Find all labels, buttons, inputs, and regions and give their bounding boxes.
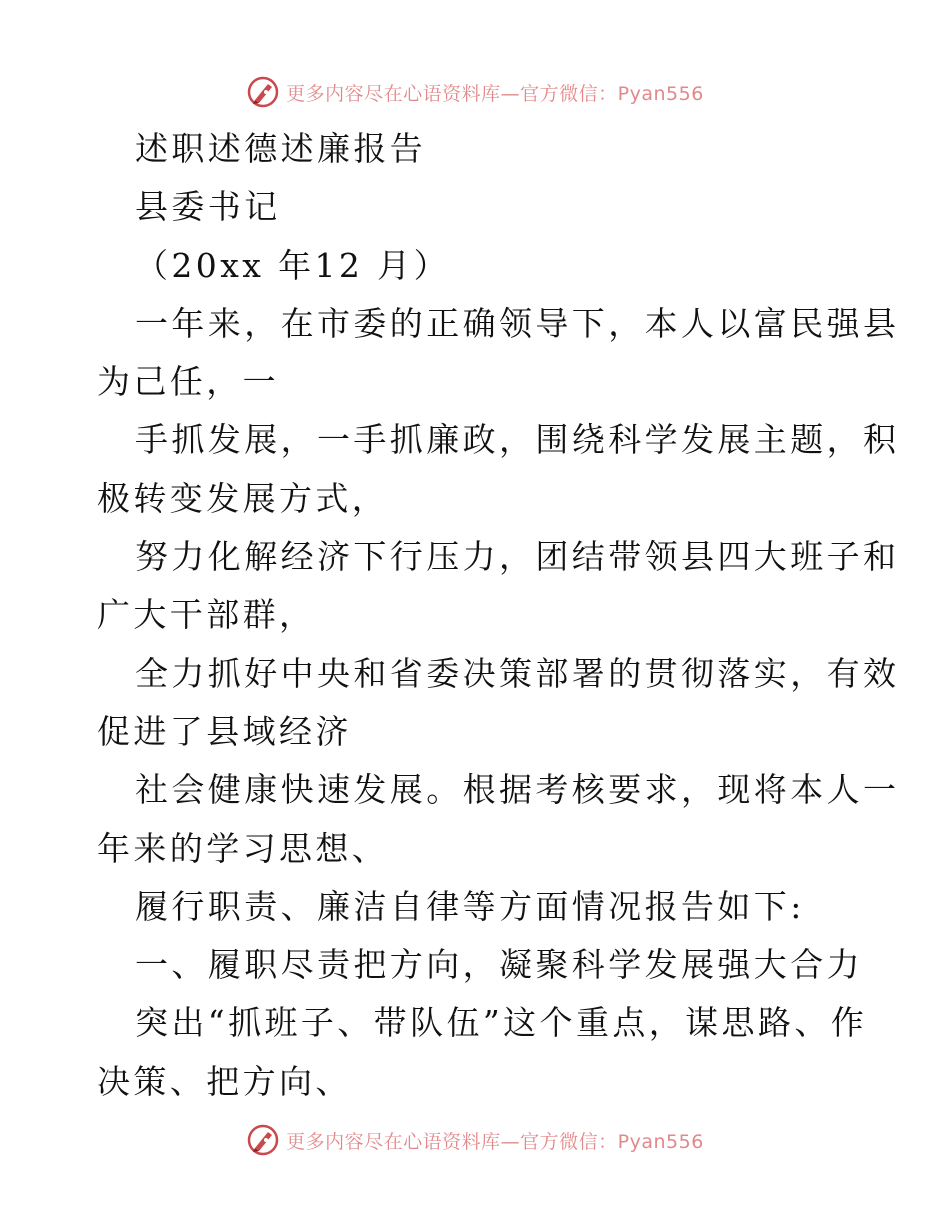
text-line: 决策、把方向、 xyxy=(97,1061,352,1101)
text-line: 一年来，在市委的正确领导下，本人以富民强县 xyxy=(135,303,900,343)
text-line: 突出“抓班子、带队伍”这个重点，谋思路、作 xyxy=(135,1003,868,1043)
text-line: 手抓发展，一手抓廉政，围绕科学发展主题，积 xyxy=(135,420,900,460)
text-line: 年来的学习思想、 xyxy=(97,828,389,868)
text-line: 一、履职尽责把方向，凝聚科学发展强大合力 xyxy=(135,945,863,985)
text-line: 履行职责、廉洁自律等方面情况报告如下: xyxy=(135,886,805,926)
pen-logo-icon xyxy=(246,75,280,109)
document-body xyxy=(97,120,900,1111)
pen-logo-icon xyxy=(246,1123,280,1157)
footer-banner-text: 更多内容尽在心语资料库—官方微信：Pyan556 xyxy=(286,1130,704,1153)
text-line: （20xx 年12 月） xyxy=(135,245,450,285)
text-line: 努力化解经济下行压力，团结带领县四大班子和 xyxy=(135,537,900,577)
header-banner xyxy=(0,72,950,112)
text-line: 极转变发展方式， xyxy=(97,478,389,518)
text-line: 为己任，一 xyxy=(97,362,279,402)
text-line: 述职述德述廉报告 xyxy=(135,129,427,168)
text-line: 广大干部群， xyxy=(97,595,316,635)
text-line: 促进了县域经济 xyxy=(97,711,352,751)
text-line: 县委书记 xyxy=(135,187,281,227)
footer-banner xyxy=(0,1120,950,1160)
header-banner-text: 更多内容尽在心语资料库—官方微信：Pyan556 xyxy=(286,82,704,105)
text-line: 社会健康快速发展。根据考核要求，现将本人一 xyxy=(135,770,900,810)
text-line: 全力抓好中央和省委决策部署的贯彻落实，有效 xyxy=(135,653,900,693)
